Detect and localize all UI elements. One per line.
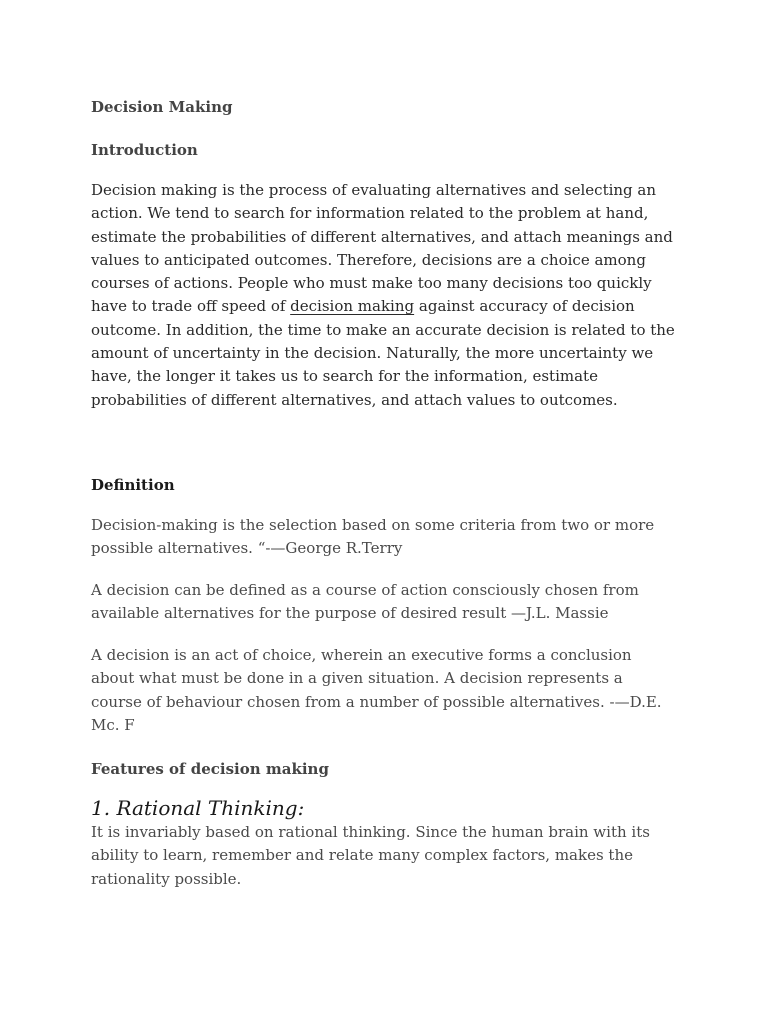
- intro-line: action. We tend to search for information related to the problem at hand,: [91, 204, 649, 223]
- intro-line: Decision making is the process of evaluating alternatives and selecting an: [91, 181, 657, 199]
- definition-line: Mc. F: [91, 715, 135, 734]
- intro-line: probabilities of different alternatives, and attach values to outcomes.: [91, 390, 618, 409]
- intro-line: courses of actions. People who must make too many decisions too quickly: [91, 274, 652, 293]
- feature-line: It is invariably based on rational thinking. Since the human brain with its: [91, 823, 650, 841]
- introduction-paragraph: [91, 179, 691, 412]
- decision-making-link[interactable]: decision making: [290, 297, 415, 316]
- definition-massie: [91, 579, 691, 626]
- definition-line: course of behaviour chosen from a number of possible alternatives. -—D.E.: [91, 692, 662, 711]
- definition-line: A decision can be defined as a course of action consciously chosen from: [91, 581, 639, 599]
- definition-heading: Definition: [91, 476, 175, 494]
- intro-text-before-link: have to trade off speed of: [91, 297, 291, 316]
- document-title: Decision Making: [91, 98, 233, 116]
- intro-line-with-link: [91, 295, 691, 318]
- intro-line: values to anticipated outcomes. Therefore, decisions are a choice among: [91, 250, 646, 269]
- intro-line: amount of uncertainty in the decision. Naturally, the more uncertainty we: [91, 344, 654, 363]
- intro-line: outcome. In addition, the time to make an accurate decision is related to the: [91, 320, 675, 339]
- definition-terry: [91, 514, 691, 561]
- rational-thinking-heading: 1. Rational Thinking:: [91, 796, 305, 820]
- rational-thinking-paragraph: [91, 821, 691, 891]
- intro-line: have, the longer it takes us to search for the information, estimate: [91, 367, 598, 386]
- feature-line: ability to learn, remember and relate many complex factors, makes the: [91, 846, 633, 865]
- features-heading: Features of decision making: [91, 760, 329, 778]
- definition-line: A decision is an act of choice, wherein an executive forms a conclusion: [91, 646, 632, 664]
- introduction-heading: Introduction: [91, 141, 198, 159]
- definition-line: available alternatives for the purpose of desired result —J.L. Massie: [91, 604, 609, 623]
- definition-line: about what must be done in a given situation. A decision represents a: [91, 669, 623, 688]
- intro-line: estimate the probabilities of different alternatives, and attach meanings and: [91, 227, 673, 246]
- definition-mcf: [91, 644, 691, 737]
- definition-line: possible alternatives. “-—George R.Terry: [91, 539, 403, 558]
- feature-line: rationality possible.: [91, 869, 242, 888]
- definition-line: Decision-making is the selection based on some criteria from two or more: [91, 516, 655, 534]
- intro-text-after-link: against accuracy of decision: [414, 297, 635, 316]
